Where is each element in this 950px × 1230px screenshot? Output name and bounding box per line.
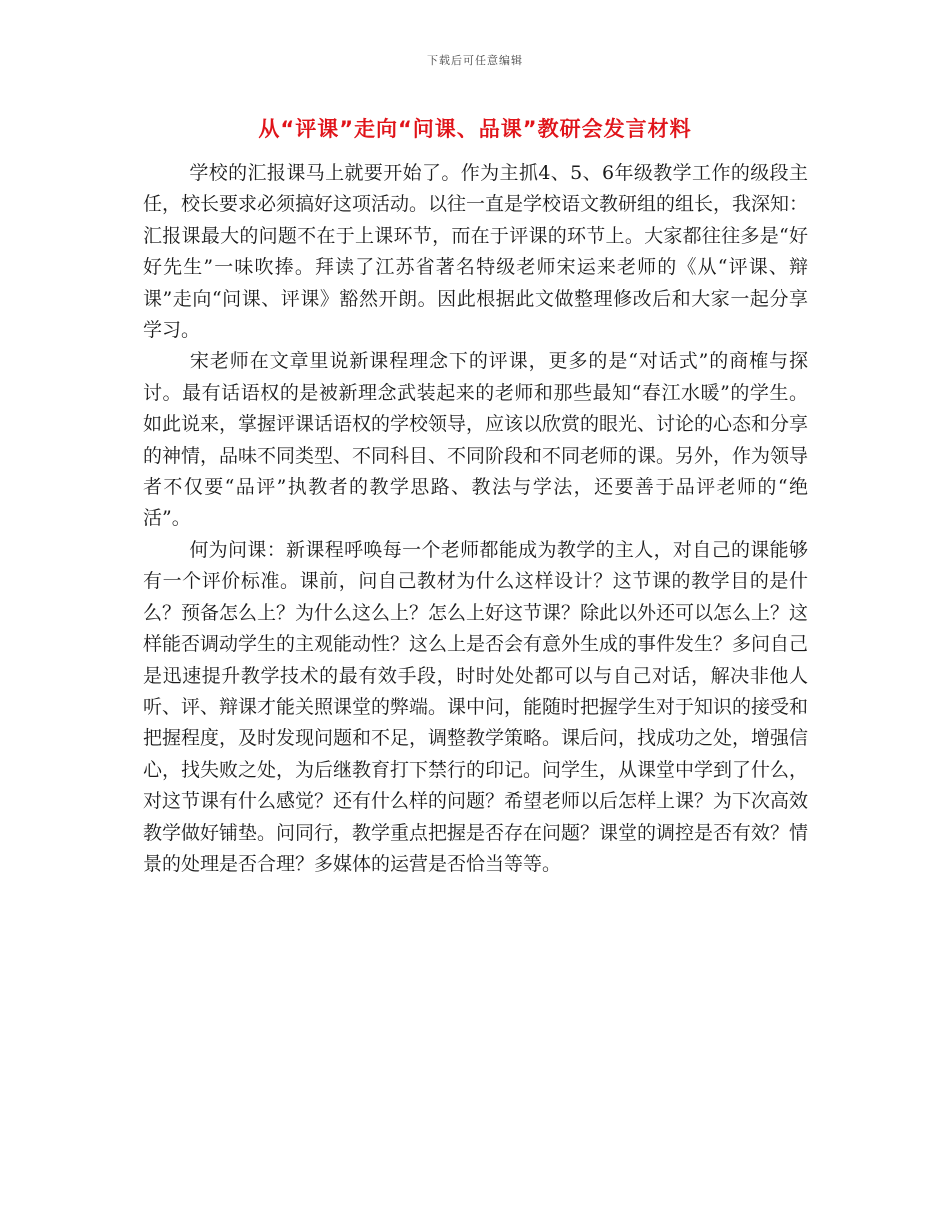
document-title: 从“评课”走向“问课、品课”教研会发言材料 (258, 117, 692, 141)
paragraph-text: 宋老师在文章里说新课程理念下的评课，更多的是“对话式”的商榷与探讨。最有话语权的是被新理念武装起来的老师和那些最知“春江水暖”的学生。如此说来，掌握评课话语权的学校领导，应该以欣赏的眼光、讨论的心态和分享的神情，品味不同类型、不同科目、不同阶段和不同老师的课。另外，作为领导者不仅要“品评”执教者的教学思路、教法与学法，还要善于品评老师的“绝活”。 (143, 350, 809, 530)
paragraph (143, 346, 808, 534)
document-body (143, 158, 808, 880)
paragraph (143, 158, 808, 346)
paragraph-text: 何为问课：新课程呼唤每一个老师都能成为教学的主人，对自己的课能够有一个评价标准。课前，问自己教材为什么这样设计？这节课的教学目的是什么？预备怎么上？为什么这么上？怎么上好这节课？除此以外还可以怎么上？这样能否调动学生的主观能动性？这么上是否会有意外生成的事件发生？多问自己是迅速提升教学技术的最有效手段，时时处处都可以与自己对话，解决非他人听、评、辩课才能关照课堂的弊端。课中问，能随时把握学生对于知识的接受和把握程度，及时发现问题和不足，调整教学策略。课后问，找成功之处，增强信心，找失败之处，为后继教育打下禁行的印记。问学生，从课堂中学到了什么，对这节课有什么感觉？还有什么样的问题？希望老师以后怎样上课？为下次高效教学做好铺垫。问同行，教学重点把握是否存在问题？课堂的调控是否有效？情景的处理是否合理？多媒体的运营是否恰当等等。 (143, 538, 809, 875)
paragraph-text: 学校的汇报课马上就要开始了。作为主抓4、5、6年级教学工作的级段主任，校长要求必须搞好这项活动。以往一直是学校语文教研组的组长，我深知：汇报课最大的问题不在于上课环节，而在于评课的环节上。大家都往往多是“好好先生”一味吹捧。拜读了江苏省著名特级老师宋运来老师的《从“评课、辩课”走向“问课、评课》豁然开朗。因此根据此文做整理修改后和大家一起分享学习。 (143, 162, 809, 342)
paragraph (143, 535, 808, 880)
header-note: 下载后可任意编辑 (427, 54, 523, 67)
